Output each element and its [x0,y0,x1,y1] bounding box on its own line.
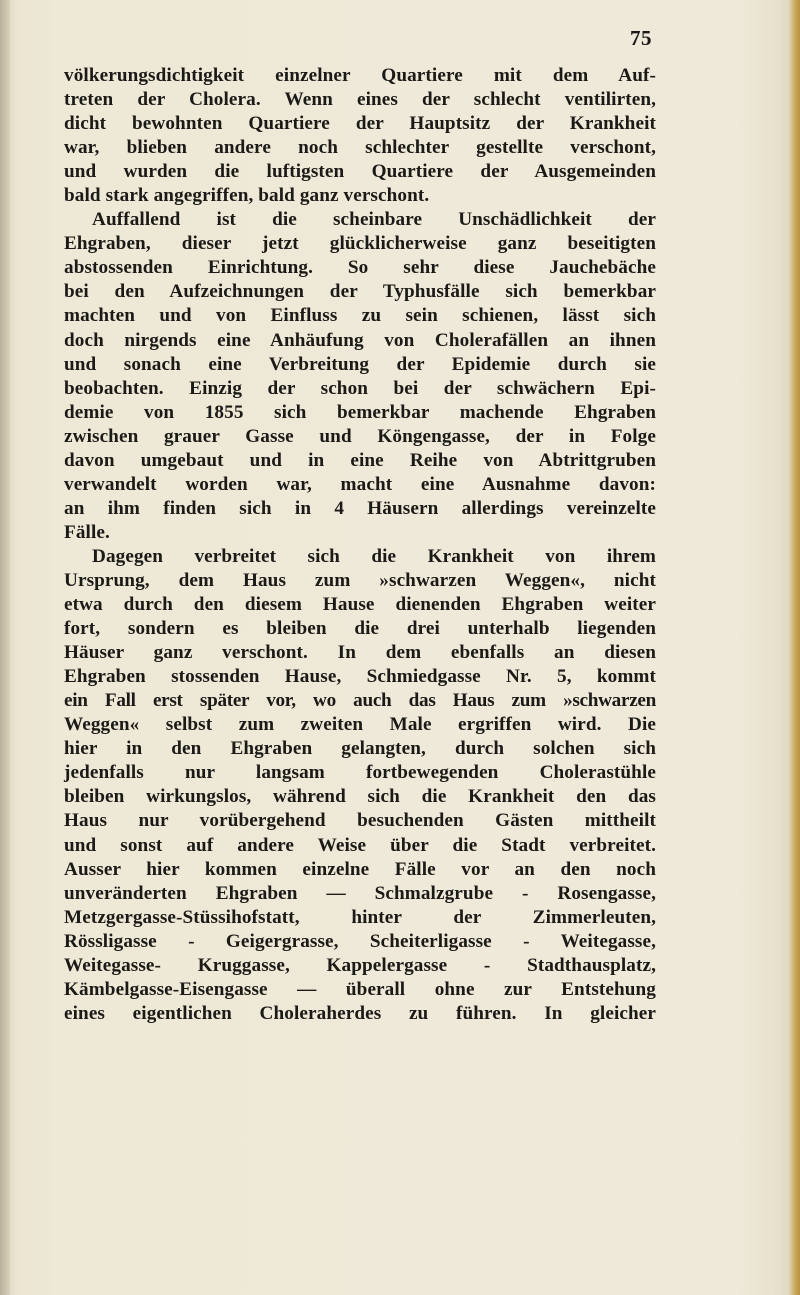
text-line: jedenfalls nur langsam fortbewegenden Cholerastühle [64,762,656,784]
text-line: Ehgraben, dieser jetzt glücklicherweise ganz beseitigten [64,233,656,255]
text-line: Kämbelgasse-Eisengasse — überall ohne zur Entstehung [64,978,656,1000]
text-line: Häuser ganz verschont. In dem ebenfalls an diesen [64,642,656,664]
text-line: Rössligasse - Geigergrasse, Scheiterligasse - Weitegasse, [64,930,656,952]
text-line: Dagegen verbreitet sich die Krankheit von ihrem [92,545,656,567]
text-line: war, blieben andere noch schlechter gestellte verschont, [64,137,656,159]
text-line: Ursprung, dem Haus zum »schwarzen Weggen«, nicht [64,569,656,591]
text-line: Haus nur vorübergehend besuchenden Gästen mittheilt [64,810,656,832]
text-line: hier in den Ehgraben gelangten, durch solchen sich [64,738,656,760]
text-line: Weggen« selbst zum zweiten Male ergriffen wird. Die [64,714,656,736]
text-line: abstossenden Einrichtung. So sehr diese Jauchebäche [64,257,656,279]
page-number: 75 [630,26,652,50]
text-line: bald stark angegriffen, bald ganz verschont. [64,185,430,207]
text-line: davon umgebaut und in eine Reihe von Abtrittgruben [64,449,656,471]
text-line: und sonach eine Verbreitung der Epidemie durch sie [64,353,656,375]
text-line: doch nirgends eine Anhäufung von Cholerafällen an ihnen [64,329,656,351]
text-line: fort, sondern es bleiben die drei unterhalb liegenden [64,618,656,640]
text-line: verwandelt worden war, macht eine Ausnahme davon: [64,473,656,495]
text-line: an ihm finden sich in 4 Häusern allerdings vereinzelte [64,497,656,519]
text-line: zwischen grauer Gasse und Köngengasse, der in Folge [64,425,656,447]
text-line: völkerungsdichtigkeit einzelner Quartiere mit dem Auf- [64,65,656,86]
text-line: Fälle. [64,521,110,543]
text-line: beobachten. Einzig der schon bei der schwächern Epi- [64,377,656,399]
text-line: eines eigentlichen Choleraherdes zu führen. In gleicher [64,1002,656,1024]
text-line: machten und von Einfluss zu sein schienen, lässt sich [64,305,656,327]
text-line: und wurden die luftigsten Quartiere der Ausgemeinden [64,161,656,183]
page-gutter [0,0,10,1295]
text-line: unveränderten Ehgraben — Schmalzgrube - Rosengasse, [64,882,656,904]
text-line: bei den Aufzeichnungen der Typhusfälle sich bemerkbar [64,281,656,303]
text-line: etwa durch den diesem Hause dienenden Ehgraben weiter [64,594,656,616]
body-text [64,64,656,1026]
text-line: ein Fall erst später vor, wo auch das Haus zum »schwarzen [64,690,656,712]
text-line: Weitegasse- Kruggasse, Kappelergasse - Stadthausplatz, [64,954,656,976]
text-line: Ausser hier kommen einzelne Fälle vor an den noch [64,858,656,880]
text-line: treten der Cholera. Wenn eines der schlecht ventilirten, [64,89,656,111]
text-line: und sonst auf andere Weise über die Stadt verbreitet. [64,834,656,856]
text-line: dicht bewohnten Quartiere der Hauptsitz der Krankheit [64,113,656,135]
text-line: Metzgergasse-Stüssihofstatt, hinter der Zimmerleuten, [64,906,656,928]
text-line: Ehgraben stossenden Hause, Schmiedgasse Nr. 5, kommt [64,666,656,688]
text-line: demie von 1855 sich bemerkbar machende Ehgraben [64,401,656,423]
text-line: Auffallend ist die scheinbare Unschädlichkeit der [92,209,656,231]
page-edge [788,0,800,1295]
text-line: bleiben wirkungslos, während sich die Krankheit den das [64,786,656,808]
